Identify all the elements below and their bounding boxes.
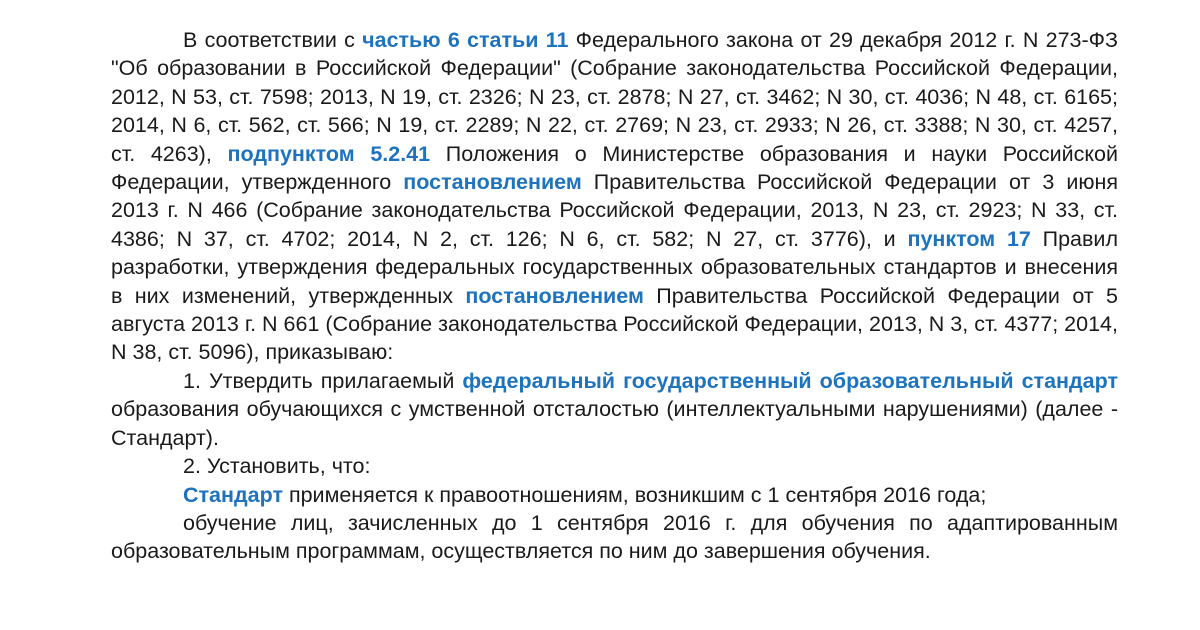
link-subclause-5-2-41[interactable]: подпунктом 5.2.41 [227,141,431,166]
intro-text-2: Федерального закона от 29 декабря 2012 г. N 273-ФЗ "Об образовании в Российской Федерации" (Собрание законодательства Российской Федерации, 2012, N 53, ст. 7598; 2013, N 19, ст. 2326; N 23, ст. 2878; N 27, ст. 3462; N 30, ст. 4036; N 48, ст. 6165; 2014, N 6, ст. 562, ст. 566; N 19, ст. 2289; N 22, ст. 2769; N 23, ст. 2933; N 26, ст. 3388; N 30, ст. 4257, ст. 4263), [111,28,1118,166]
link-resolution-2[interactable]: постановлением [465,283,644,308]
intro-text-4: Правительства Российской Федерации от 3 июня 2013 г. N 466 (Собрание законодательства Российской Федерации, 2013, N 23, ст. 2923; N 33, ст. 4386; N 37, ст. 4702; 2014, N 2, ст. 126; N 6, ст. 582; N 27, ст. 3776), и [111,170,1119,251]
item-1-text-1: 1. Утвердить прилагаемый [183,368,463,393]
intro-text-1: В соответствии с [183,28,363,52]
link-resolution-1[interactable]: постановлением [403,170,582,195]
link-standard[interactable]: Стандарт [183,482,283,507]
link-federal-standard[interactable]: федеральный государственный образовательный стандарт [462,368,1118,393]
intro-paragraph [111,26,1118,367]
link-part6-article11[interactable]: частью 6 статьи 11 [362,28,569,52]
item-2-paragraph: 2. Установить, что: [183,454,371,479]
intro-text-3: Положения о Министерстве образования и науки Российской Федерации, утвержденного [111,141,1118,195]
item-2a-paragraph [111,481,1118,509]
intro-text-6: Правительства Российской Федерации от 5 августа 2013 г. N 661 (Собрание законодательства Российской Федерации, 2013, N 3, ст. 4377; 2014, N 38, ст. 5096), приказываю: [111,283,1118,365]
item-1-text-2: образования обучающихся с умственной отсталостью (интеллектуальными нарушениями) (далее - Стандарт). [111,397,1118,450]
item-1-paragraph [111,367,1118,452]
item-2b-paragraph: обучение лиц, зачисленных до 1 сентября 2016 г. для обучения по адаптированным образовательным программам, осуществляется по ним до завершения обучения. [111,510,1118,564]
item-2a-text: применяется к правоотношениям, возникшим с 1 сентября 2016 года; [282,482,987,507]
document-body [111,26,1118,566]
link-clause-17[interactable]: пунктом 17 [907,226,1031,251]
intro-text-5: Правил разработки, утверждения федеральных государственных образовательных стандартов и внесения в них изменений, утвержденных [111,226,1118,308]
